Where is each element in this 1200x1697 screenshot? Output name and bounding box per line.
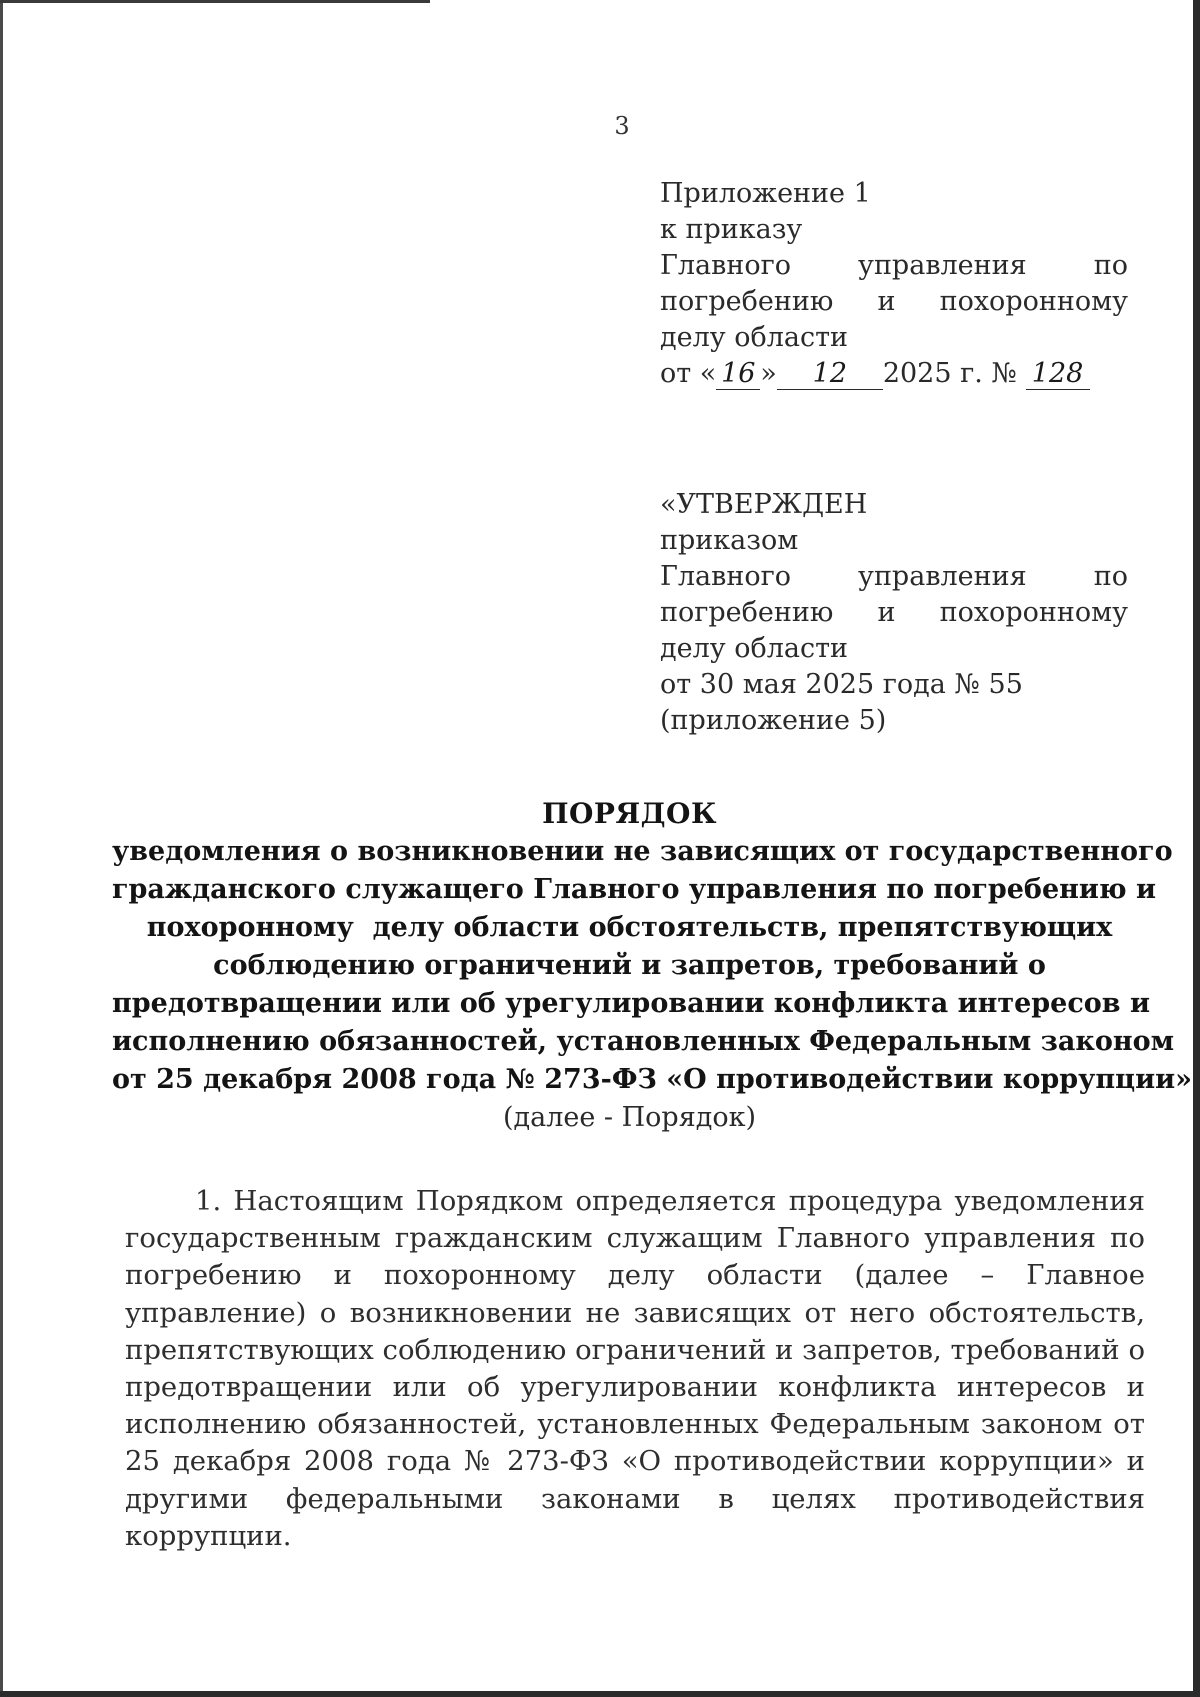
paragraph-line: управление) о возникновении не зависящих от него обстоятельств,: [125, 1296, 1145, 1329]
title-line: исполнению обязанностей, установленных Федеральным законом: [112, 1026, 1175, 1057]
appendix-line: погребению и похоронному: [660, 286, 1128, 317]
title-line: предотвращении или об урегулировании конфликта интересов и: [112, 988, 1150, 1019]
approved-line: делу области: [660, 633, 849, 664]
approved-line: погребению и похоронному: [660, 597, 1128, 628]
paragraph-line: коррупции.: [125, 1519, 292, 1552]
scan-edge-bottom: [0, 1691, 1200, 1697]
paragraph-line: препятствующих соблюдению ограничений и запретов, требований о: [125, 1333, 1145, 1366]
paragraph-line: другими федеральными законами в целях противодействия: [125, 1482, 1145, 1515]
scan-edge-left: [0, 0, 3, 1697]
scan-edge-top: [0, 0, 430, 3]
date-year: 2025 г. №: [882, 358, 1017, 389]
page-number: 3: [614, 112, 630, 140]
paragraph-line: 25 декабря 2008 года № 273-ФЗ «О противодействии коррупции» и: [125, 1445, 1145, 1478]
handwritten-month: 12: [777, 359, 883, 390]
paragraph-line: погребению и похоронному делу области (далее – Главное: [125, 1259, 1145, 1292]
paragraph-line: 1. Настоящим Порядком определяется процедура уведомления: [195, 1185, 1145, 1217]
document-heading: ПОРЯДОК: [542, 797, 717, 830]
body-paragraph: [125, 1183, 1145, 1555]
scan-edge-right: [1193, 0, 1200, 1697]
appendix-date-line: [660, 356, 1128, 392]
title-line: уведомления о возникновении не зависящих от государственного: [112, 836, 1173, 867]
appendix-block: [660, 176, 1128, 392]
appendix-title: Приложение 1: [660, 178, 871, 209]
handwritten-day: 16: [716, 359, 760, 390]
title-line: соблюдению ограничений и запретов, требований о: [213, 950, 1046, 981]
paragraph-line: государственным гражданским служащим Главного управления по: [125, 1222, 1145, 1255]
paragraph-line: предотвращении или об урегулировании конфликта интересов и: [125, 1371, 1145, 1404]
date-mid: »: [760, 358, 777, 389]
approved-date-line: от 30 мая 2025 года № 55: [660, 669, 1023, 700]
approved-block: [660, 487, 1128, 739]
approved-line: приказом: [660, 525, 799, 556]
title-line: гражданского служащего Главного управления по погребению и: [112, 874, 1157, 905]
approved-title: «УТВЕРЖДЕН: [660, 489, 868, 520]
title-note: (далее - Порядок): [502, 1102, 757, 1133]
appendix-line: делу области: [660, 322, 849, 353]
paragraph-line: исполнению обязанностей, установленных Федеральным законом от: [125, 1408, 1145, 1441]
appendix-line: Главного управления по: [660, 250, 1128, 281]
date-prefix: от «: [660, 358, 717, 389]
title-line: от 25 декабря 2008 года № 273-ФЗ «О противодействии коррупции»: [112, 1064, 1193, 1095]
approved-line: (приложение 5): [660, 705, 887, 736]
appendix-line: к приказу: [660, 214, 803, 245]
approved-line: Главного управления по: [660, 561, 1128, 592]
document-title-block: [112, 795, 1193, 1137]
title-line: похоронному делу области обстоятельств, препятствующих: [146, 912, 1113, 943]
handwritten-number: 128: [1026, 359, 1090, 390]
